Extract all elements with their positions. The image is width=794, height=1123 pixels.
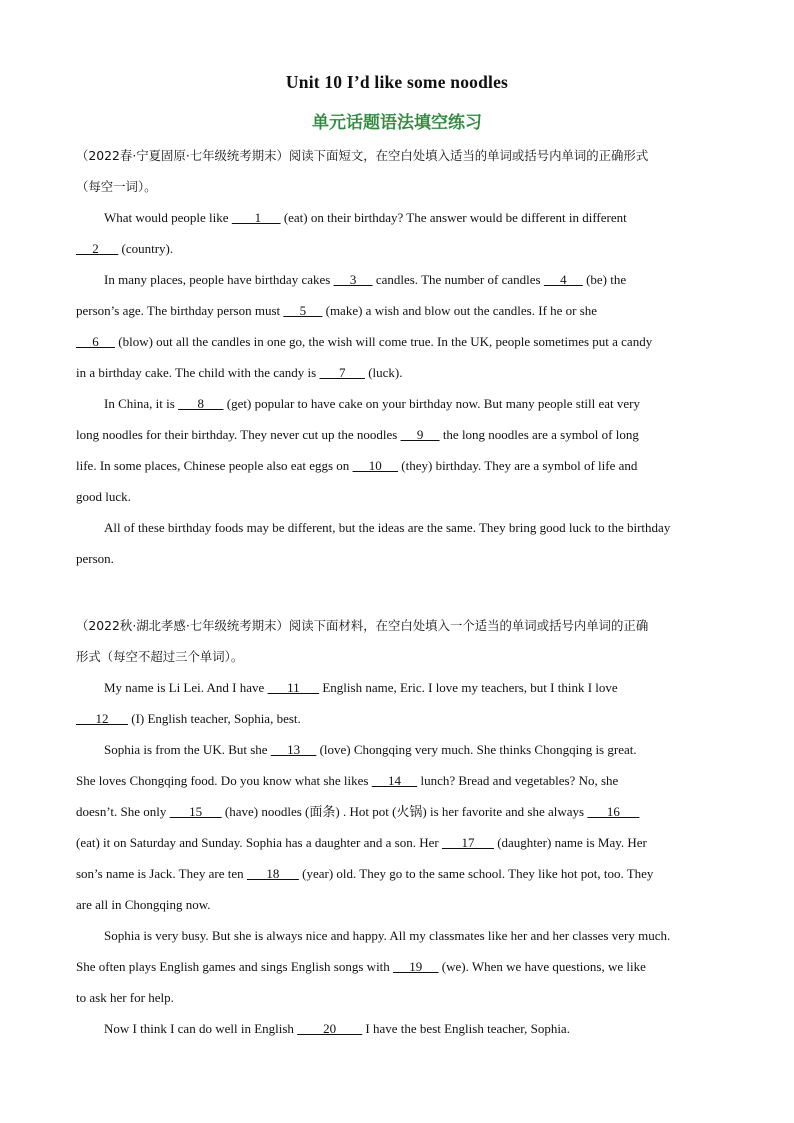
passage-paragraph: Now I think I can do well in English 20 I have the best English teacher, Sophia. (104, 1021, 570, 1036)
blank-9: 9 (400, 427, 440, 442)
blank-13: 13 (270, 742, 317, 757)
page-subtitle: 单元话题语法填空练习 (312, 113, 482, 133)
blank-3: 3 (333, 272, 373, 287)
blank-6: 6 (76, 334, 115, 349)
passage-paragraph: Sophia is very busy. But she is always nice and happy. All my classmates like her and her classes very much. She often plays English games and sings English songs with 19 (we). When we have questions, we like to ask her for help. (76, 928, 671, 1005)
blank-20: 20 (297, 1021, 363, 1036)
passage-paragraph: In China, it is 8 (get) popular to have cake on your birthday now. But many people still eat very long noodles for their birthday. They never cut up the noodles 9 the long noodles are a symbol of long life. In some places, Chinese people also eat eggs on 10 (they) birthday. They are a symbol of life and good luck. (76, 396, 641, 504)
blank-19: 19 (393, 959, 439, 974)
passage-paragraph: In many places, people have birthday cakes 3 candles. The number of candles 4 (be) the person’s age. The birthday person must 5 (make) a wish and blow out the candles. If he or she 6 (blow) out all the candles in one go, the wish will come true. In the UK, people sometimes put a candy in a birthday cake. The child with the candy is 7 (luck). (76, 272, 653, 380)
blank-16: 16 (587, 804, 640, 819)
blank-14: 14 (371, 773, 418, 788)
exercise-section-1 (76, 140, 718, 574)
blank-5: 5 (283, 303, 323, 318)
blank-1: 1 (231, 210, 281, 225)
blank-11: 11 (267, 680, 320, 695)
passage-paragraph: My name is Li Lei. And I have 11 English name, Eric. I love my teachers, but I think I love 12 (I) English teacher, Sophia, best. (76, 680, 618, 726)
blank-18: 18 (246, 866, 299, 881)
blank-8: 8 (178, 396, 224, 411)
blank-15: 15 (169, 804, 222, 819)
blank-17: 17 (441, 835, 494, 850)
page-title: Unit 10 I’d like some noodles (285, 72, 509, 92)
blank-2: 2 (76, 241, 119, 256)
passage-paragraph: All of these birthday foods may be different, but the ideas are the same. They bring good luck to the birthday person. (76, 520, 671, 566)
passage-paragraph: Sophia is from the UK. But she 13 (love) Chongqing very much. She thinks Chongqing is great. She loves Chongqing food. Do you know what she likes 14 lunch? Bread and vegetables? No, she doesn’t. She only 15 (have) noodles (面条) . Hot pot (火锅) is her favorite and she always 16 (eat) it on Saturday and Sunday. Sophia has a daughter and a son. Her 17 (daughter) name is May. Her son’s name is Jack. They are ten 18 (year) old. They go to the same school. They like hot pot, too. They are all in Chongqing now. (76, 742, 654, 912)
section-instruction: （2022春·宁夏固原·七年级统考期末）阅读下面短文，在空白处填入适当的单词或括号内单词的正确形式 （每空一词）。 (76, 148, 649, 194)
passage-paragraph: What would people like 1 (eat) on their birthday? The answer would be different in different 2 (country). (76, 210, 627, 256)
document-page (76, 68, 718, 1044)
blank-10: 10 (352, 458, 399, 473)
blank-12: 12 (76, 711, 128, 726)
section-instruction: （2022秋·湖北孝感·七年级统考期末）阅读下面材料，在空白处填入一个适当的单词或括号内单词的正确 形式（每空不超过三个单词）。 (76, 618, 649, 664)
blank-7: 7 (319, 365, 365, 380)
blank-4: 4 (543, 272, 583, 287)
exercise-section-2 (76, 610, 718, 1044)
